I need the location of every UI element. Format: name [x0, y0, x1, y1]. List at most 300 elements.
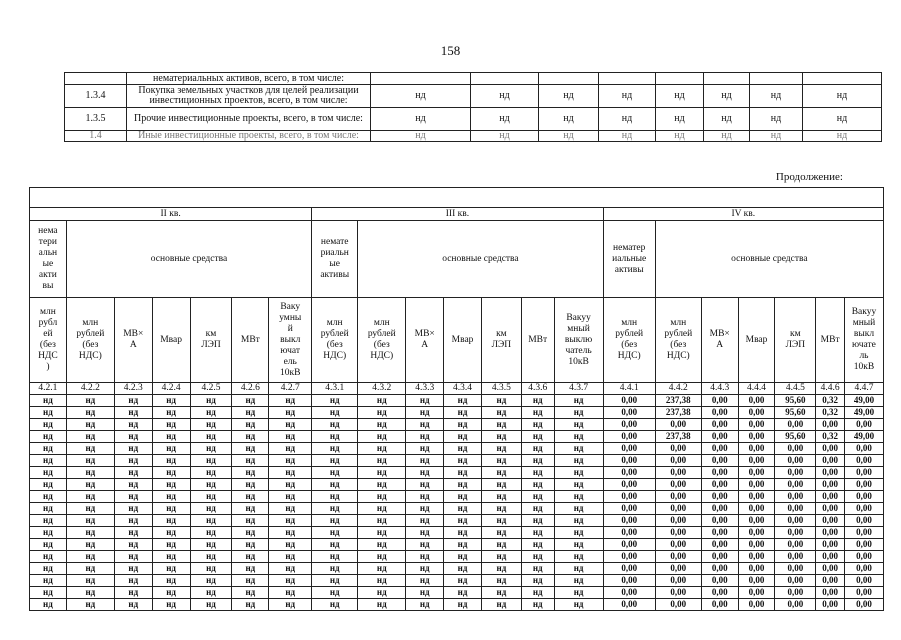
- table-cell: нд: [269, 419, 312, 431]
- table-cell: нд: [232, 599, 269, 611]
- unit-header: Вакуу мный выклю чатель 10кВ: [554, 298, 603, 383]
- table-cell: нд: [232, 431, 269, 443]
- table-row: [30, 563, 884, 575]
- table-cell: нд: [444, 539, 482, 551]
- unit-header: Мвар: [152, 298, 190, 383]
- column-number: 4.4.5: [775, 383, 816, 395]
- table-cell: нд: [312, 563, 358, 575]
- table-cell: 0,00: [844, 419, 883, 431]
- table-cell: нд: [152, 443, 190, 455]
- table-cell: нд: [66, 431, 114, 443]
- value-cell: нд: [750, 108, 803, 131]
- table-cell: 0,32: [816, 407, 845, 419]
- table-cell: нд: [232, 575, 269, 587]
- table-cell: нд: [444, 395, 482, 407]
- quarter-header-q4: IV кв.: [603, 208, 883, 221]
- column-number: 4.2.7: [269, 383, 312, 395]
- table-cell: 0,00: [603, 539, 655, 551]
- value-cell: [750, 73, 803, 85]
- table-cell: нд: [481, 599, 521, 611]
- table-cell: нд: [232, 467, 269, 479]
- table-cell: нд: [190, 491, 232, 503]
- table-cell: 0,00: [816, 443, 845, 455]
- table-cell: 237,38: [655, 407, 701, 419]
- table-cell: нд: [406, 587, 444, 599]
- table-cell: нд: [521, 407, 554, 419]
- table-cell: 0,00: [844, 467, 883, 479]
- table-cell: нд: [190, 599, 232, 611]
- value-cell: нд: [656, 131, 704, 142]
- value-cell: нд: [599, 108, 656, 131]
- table-cell: нд: [30, 443, 67, 455]
- table-cell: нд: [554, 395, 603, 407]
- table-cell: нд: [30, 551, 67, 563]
- table-cell: нд: [190, 527, 232, 539]
- table-cell: нд: [114, 587, 152, 599]
- table-cell: нд: [358, 491, 406, 503]
- value-cell: нд: [539, 85, 599, 108]
- table-cell: нд: [444, 479, 482, 491]
- table-cell: 0,00: [775, 455, 816, 467]
- table-cell: нд: [190, 419, 232, 431]
- table-cell: 0,00: [816, 491, 845, 503]
- table-cell: 0,00: [603, 467, 655, 479]
- table-cell: нд: [444, 455, 482, 467]
- main-table: [29, 187, 884, 611]
- table-cell: нд: [358, 515, 406, 527]
- table-cell: 0,00: [816, 419, 845, 431]
- value-cell: [539, 73, 599, 85]
- value-cell: нд: [750, 131, 803, 142]
- table-cell: 95,60: [775, 407, 816, 419]
- table-cell: нд: [232, 515, 269, 527]
- unit-header: МВт: [521, 298, 554, 383]
- table-cell: нд: [66, 503, 114, 515]
- table-cell: 0,00: [844, 599, 883, 611]
- table-cell: нд: [312, 515, 358, 527]
- column-number: 4.4.6: [816, 383, 845, 395]
- table-cell: 0,00: [844, 551, 883, 563]
- table-cell: нд: [152, 539, 190, 551]
- column-number: 4.4.3: [701, 383, 738, 395]
- blank-header-cell: [30, 188, 884, 208]
- table-cell: нд: [358, 407, 406, 419]
- table-cell: нд: [521, 395, 554, 407]
- table-cell: нд: [554, 515, 603, 527]
- table-cell: нд: [554, 479, 603, 491]
- value-cell: нд: [371, 131, 471, 142]
- table-cell: нд: [190, 407, 232, 419]
- unit-header: МВт: [232, 298, 269, 383]
- table-cell: 0,00: [701, 587, 738, 599]
- table-row: [30, 431, 884, 443]
- table-cell: нд: [232, 491, 269, 503]
- table-cell: нд: [269, 515, 312, 527]
- table-cell: нд: [521, 491, 554, 503]
- table-cell: 0,00: [655, 455, 701, 467]
- table-cell: нд: [521, 419, 554, 431]
- blank-header-row: [30, 188, 884, 208]
- table-cell: 0,00: [655, 587, 701, 599]
- table-cell: нд: [481, 563, 521, 575]
- row-code: 1.3.4: [65, 85, 127, 108]
- table-cell: нд: [358, 503, 406, 515]
- table-cell: 0,00: [844, 455, 883, 467]
- table-cell: 0,00: [701, 599, 738, 611]
- table-row: [30, 539, 884, 551]
- table-row: [30, 587, 884, 599]
- table-cell: 0,00: [775, 419, 816, 431]
- table-cell: нд: [358, 563, 406, 575]
- table-cell: нд: [152, 515, 190, 527]
- table-cell: нд: [406, 431, 444, 443]
- table-cell: нд: [554, 503, 603, 515]
- table-cell: 0,00: [655, 527, 701, 539]
- table-cell: 95,60: [775, 395, 816, 407]
- table-cell: нд: [406, 443, 444, 455]
- table-cell: нд: [444, 527, 482, 539]
- table-cell: 0,00: [603, 407, 655, 419]
- unit-header: Вакуу мный выкл ючате ль 10кВ: [844, 298, 883, 383]
- table-cell: нд: [312, 551, 358, 563]
- continuation-label: Продолжение:: [775, 171, 843, 183]
- table-row: [30, 455, 884, 467]
- table-cell: 0,00: [603, 515, 655, 527]
- table-cell: 0,00: [701, 491, 738, 503]
- table-cell: 0,00: [603, 563, 655, 575]
- table-cell: 0,00: [816, 575, 845, 587]
- table-cell: 0,00: [701, 395, 738, 407]
- table-cell: нд: [30, 575, 67, 587]
- table-cell: нд: [269, 479, 312, 491]
- table-cell: нд: [358, 587, 406, 599]
- group-q3-fixed-assets: основные средства: [358, 221, 603, 298]
- table-row: [30, 515, 884, 527]
- table-cell: нд: [521, 503, 554, 515]
- table-cell: нд: [554, 539, 603, 551]
- column-number: 4.4.1: [603, 383, 655, 395]
- table-cell: 0,00: [775, 599, 816, 611]
- table-cell: нд: [66, 443, 114, 455]
- unit-header: млн рубл ей (без НДС ): [30, 298, 67, 383]
- column-number: 4.2.1: [30, 383, 67, 395]
- value-cell: нд: [656, 108, 704, 131]
- table-cell: 0,00: [603, 419, 655, 431]
- table-cell: нд: [481, 479, 521, 491]
- column-number: 4.2.3: [114, 383, 152, 395]
- group-q3-intangible: немате риальн ые активы: [312, 221, 358, 298]
- table-cell: 0,00: [701, 551, 738, 563]
- table-cell: нд: [190, 563, 232, 575]
- table-cell: нд: [66, 479, 114, 491]
- table-cell: нд: [30, 455, 67, 467]
- column-number: 4.2.2: [66, 383, 114, 395]
- table-cell: 0,00: [816, 599, 845, 611]
- table-cell: нд: [232, 539, 269, 551]
- table-cell: 0,00: [655, 503, 701, 515]
- table-cell: нд: [521, 551, 554, 563]
- table-cell: нд: [554, 587, 603, 599]
- row-code: 1.3.5: [65, 108, 127, 131]
- table-cell: 0,00: [844, 563, 883, 575]
- table-cell: 0,00: [775, 527, 816, 539]
- table-cell: нд: [444, 503, 482, 515]
- table-cell: нд: [269, 395, 312, 407]
- table-cell: нд: [269, 455, 312, 467]
- table-cell: нд: [406, 563, 444, 575]
- table-cell: нд: [444, 431, 482, 443]
- unit-header: млн рублей (без НДС): [312, 298, 358, 383]
- table-cell: нд: [152, 419, 190, 431]
- value-cell: нд: [656, 85, 704, 108]
- table-cell: нд: [444, 599, 482, 611]
- table-cell: нд: [521, 599, 554, 611]
- table-cell: нд: [232, 551, 269, 563]
- table-cell: нд: [358, 539, 406, 551]
- table-cell: 0,00: [738, 479, 775, 491]
- table-row: [30, 407, 884, 419]
- table-cell: нд: [358, 431, 406, 443]
- unit-header: км ЛЭП: [481, 298, 521, 383]
- table-cell: 237,38: [655, 431, 701, 443]
- table-cell: 0,00: [701, 431, 738, 443]
- table-cell: нд: [312, 491, 358, 503]
- table-cell: нд: [521, 587, 554, 599]
- unit-header: МВ× А: [701, 298, 738, 383]
- table-cell: 0,00: [775, 563, 816, 575]
- table-cell: нд: [114, 431, 152, 443]
- table-cell: 0,00: [816, 551, 845, 563]
- table-cell: нд: [358, 479, 406, 491]
- table-cell: нд: [232, 455, 269, 467]
- table-cell: нд: [554, 551, 603, 563]
- table-cell: нд: [521, 539, 554, 551]
- table-cell: нд: [444, 515, 482, 527]
- table-cell: 0,00: [816, 515, 845, 527]
- table-cell: нд: [444, 443, 482, 455]
- value-cell: нд: [371, 108, 471, 131]
- table-cell: 0,00: [701, 527, 738, 539]
- table-cell: нд: [406, 599, 444, 611]
- table-cell: 0,00: [603, 575, 655, 587]
- table-cell: нд: [481, 419, 521, 431]
- table-cell: 0,00: [655, 443, 701, 455]
- table-cell: нд: [358, 467, 406, 479]
- column-number: 4.3.5: [481, 383, 521, 395]
- table-cell: 0,00: [775, 503, 816, 515]
- value-cell: нд: [599, 131, 656, 142]
- table-row: [30, 395, 884, 407]
- table-cell: нд: [269, 587, 312, 599]
- table-cell: нд: [481, 503, 521, 515]
- row-title: нематериальных активов, всего, в том числе:: [127, 73, 371, 85]
- table-cell: 0,00: [738, 395, 775, 407]
- group-q4-intangible: нематер иальные активы: [603, 221, 655, 298]
- table-cell: 0,00: [603, 443, 655, 455]
- table-cell: нд: [232, 503, 269, 515]
- table-cell: 0,00: [701, 515, 738, 527]
- table-cell: нд: [554, 419, 603, 431]
- value-cell: нд: [471, 108, 539, 131]
- table-cell: 0,00: [738, 491, 775, 503]
- table-cell: 0,00: [816, 467, 845, 479]
- table-cell: нд: [312, 407, 358, 419]
- table-cell: нд: [190, 467, 232, 479]
- unit-header: млн рублей (без НДС): [358, 298, 406, 383]
- table-cell: 0,00: [655, 467, 701, 479]
- table-cell: нд: [114, 467, 152, 479]
- table-cell: нд: [481, 539, 521, 551]
- table-cell: 0,00: [738, 431, 775, 443]
- table-cell: 0,00: [844, 503, 883, 515]
- table-cell: 0,00: [701, 407, 738, 419]
- table-cell: 0,00: [775, 587, 816, 599]
- table-cell: 0,00: [738, 515, 775, 527]
- group-q4-fixed-assets: основные средства: [655, 221, 883, 298]
- table-cell: нд: [152, 431, 190, 443]
- table-cell: 0,00: [701, 479, 738, 491]
- value-cell: нд: [750, 85, 803, 108]
- table-cell: нд: [232, 443, 269, 455]
- value-cell: нд: [803, 108, 882, 131]
- unit-header: млн рублей (без НДС): [66, 298, 114, 383]
- unit-header: Мвар: [738, 298, 775, 383]
- table-cell: нд: [521, 467, 554, 479]
- value-cell: [471, 73, 539, 85]
- table-cell: нд: [232, 527, 269, 539]
- table-cell: 0,00: [738, 527, 775, 539]
- table-cell: нд: [406, 575, 444, 587]
- table-cell: 0,00: [603, 479, 655, 491]
- table-cell: 0,00: [816, 587, 845, 599]
- unit-header: Ваку умны й выкл ючат ель 10кВ: [269, 298, 312, 383]
- table-cell: нд: [30, 431, 67, 443]
- table-cell: 0,00: [844, 479, 883, 491]
- table-cell: нд: [358, 527, 406, 539]
- table-cell: нд: [444, 575, 482, 587]
- table-cell: 0,00: [603, 527, 655, 539]
- table-cell: нд: [269, 503, 312, 515]
- table-cell: нд: [358, 455, 406, 467]
- table-cell: нд: [152, 503, 190, 515]
- table-cell: нд: [190, 479, 232, 491]
- table-cell: 0,00: [844, 527, 883, 539]
- table-cell: 95,60: [775, 431, 816, 443]
- table-cell: нд: [152, 455, 190, 467]
- table-cell: нд: [30, 479, 67, 491]
- table-cell: 0,00: [701, 539, 738, 551]
- table-cell: нд: [521, 515, 554, 527]
- table-cell: нд: [66, 563, 114, 575]
- table-cell: 0,00: [775, 539, 816, 551]
- table-cell: нд: [114, 563, 152, 575]
- top-table-row: [65, 85, 882, 108]
- table-cell: нд: [312, 539, 358, 551]
- table-cell: 0,00: [701, 575, 738, 587]
- table-cell: нд: [190, 503, 232, 515]
- table-cell: 0,00: [655, 419, 701, 431]
- column-number: 4.4.2: [655, 383, 701, 395]
- table-cell: нд: [66, 527, 114, 539]
- value-cell: нд: [599, 85, 656, 108]
- table-cell: нд: [152, 407, 190, 419]
- table-cell: нд: [269, 443, 312, 455]
- table-cell: нд: [152, 395, 190, 407]
- value-cell: нд: [704, 108, 750, 131]
- table-row: [30, 503, 884, 515]
- table-cell: нд: [444, 419, 482, 431]
- value-cell: нд: [539, 131, 599, 142]
- table-cell: 0,00: [655, 515, 701, 527]
- table-cell: нд: [152, 575, 190, 587]
- table-cell: нд: [406, 503, 444, 515]
- row-code: [65, 73, 127, 85]
- table-cell: 49,00: [844, 407, 883, 419]
- unit-header: млн рублей (без НДС): [603, 298, 655, 383]
- table-cell: 0,00: [603, 599, 655, 611]
- table-row: [30, 551, 884, 563]
- table-cell: 0,00: [844, 515, 883, 527]
- table-cell: нд: [554, 467, 603, 479]
- table-cell: нд: [358, 443, 406, 455]
- table-cell: 0,00: [655, 563, 701, 575]
- top-table-row: [65, 131, 882, 142]
- table-cell: нд: [30, 527, 67, 539]
- table-cell: нд: [269, 527, 312, 539]
- table-cell: нд: [481, 575, 521, 587]
- table-cell: нд: [358, 599, 406, 611]
- table-cell: 0,00: [655, 539, 701, 551]
- table-cell: нд: [114, 479, 152, 491]
- table-cell: нд: [30, 467, 67, 479]
- table-cell: нд: [312, 599, 358, 611]
- table-cell: нд: [444, 551, 482, 563]
- table-cell: нд: [269, 599, 312, 611]
- column-number: 4.2.4: [152, 383, 190, 395]
- table-cell: нд: [444, 491, 482, 503]
- table-cell: нд: [481, 431, 521, 443]
- table-cell: нд: [406, 551, 444, 563]
- table-cell: нд: [190, 395, 232, 407]
- units-row: [30, 298, 884, 383]
- table-row: [30, 491, 884, 503]
- table-cell: 0,00: [738, 503, 775, 515]
- table-cell: нд: [406, 491, 444, 503]
- table-row: [30, 479, 884, 491]
- value-cell: [704, 73, 750, 85]
- table-cell: нд: [30, 587, 67, 599]
- table-cell: нд: [30, 539, 67, 551]
- value-cell: [371, 73, 471, 85]
- value-cell: нд: [704, 85, 750, 108]
- table-cell: 0,00: [844, 587, 883, 599]
- table-cell: 0,00: [738, 455, 775, 467]
- table-cell: нд: [406, 419, 444, 431]
- table-cell: 0,00: [738, 575, 775, 587]
- table-cell: 0,00: [603, 395, 655, 407]
- table-cell: нд: [554, 455, 603, 467]
- row-code: 1.4: [65, 131, 127, 142]
- value-cell: [656, 73, 704, 85]
- table-row: [30, 527, 884, 539]
- row-title: Покупка земельных участков для целей реализации инвестиционных проектов, всего, в том числе:: [127, 85, 371, 108]
- table-row: [30, 599, 884, 611]
- table-cell: нд: [114, 491, 152, 503]
- table-cell: нд: [232, 407, 269, 419]
- table-cell: нд: [521, 575, 554, 587]
- table-cell: нд: [406, 407, 444, 419]
- table-cell: нд: [114, 551, 152, 563]
